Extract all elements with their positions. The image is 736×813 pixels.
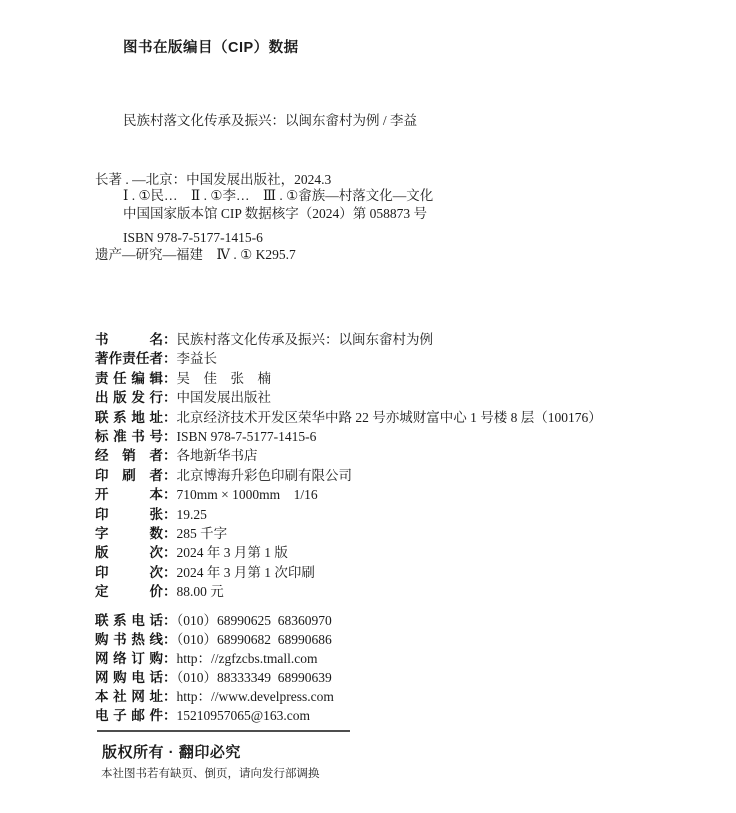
label-colon: ： xyxy=(163,651,177,666)
book-info-value: 李益长 xyxy=(176,351,217,367)
label-colon: ： xyxy=(163,584,177,600)
contact-info-value: 15210957065@163.com xyxy=(176,708,311,723)
book-info-row xyxy=(95,543,602,562)
book-info-row xyxy=(95,369,602,388)
cip-entry-line1: 民族村落文化传承及振兴：以闽东畲村为例 / 李益 xyxy=(123,113,418,128)
cip-record-number: 中国国家版本馆 CIP 数据核字（2024）第 058873 号 xyxy=(123,206,428,221)
book-info-list xyxy=(95,330,602,602)
label-colon: ： xyxy=(163,332,177,347)
book-info-row xyxy=(95,408,602,427)
book-info-row xyxy=(95,446,602,465)
contact-info-value: http：//www.develpress.com xyxy=(176,689,334,704)
book-info-label: 标准书号 xyxy=(95,429,163,445)
label-colon: ： xyxy=(163,564,177,580)
cip-classification xyxy=(95,147,433,303)
book-info-value: 710mm × 1000mm 1/16 xyxy=(176,487,318,503)
book-info-value: 2024 年 3 月第 1 次印刷 xyxy=(176,564,315,580)
book-info-label: 责任编辑 xyxy=(95,370,163,386)
contact-info-row xyxy=(95,611,334,630)
contact-info-row xyxy=(95,687,334,706)
copyright-notice: 版权所有 · 翻印必究 xyxy=(102,744,241,761)
contact-info-label: 网购电话 xyxy=(95,670,163,685)
book-info-row xyxy=(95,330,602,349)
book-info-value: 中国发展出版社 xyxy=(176,390,271,406)
book-info-row xyxy=(95,388,602,407)
book-info-row xyxy=(95,427,602,446)
book-info-row xyxy=(95,524,602,543)
book-info-row xyxy=(95,582,602,601)
book-info-row xyxy=(95,563,602,582)
book-info-row xyxy=(95,349,602,368)
book-info-label: 字数 xyxy=(95,526,163,542)
book-info-label: 印刷者 xyxy=(95,467,163,483)
book-info-label: 著作责任者 xyxy=(95,351,163,367)
classification-line1: Ⅰ . ①民… Ⅱ . ①李… Ⅲ . ①畲族—村落文化—文化 xyxy=(123,188,434,203)
contact-info-value: （010）68990682 68990686 xyxy=(176,632,332,647)
book-info-label: 印次 xyxy=(95,564,163,580)
label-colon: ： xyxy=(163,351,177,367)
book-info-value: 285 千字 xyxy=(176,526,228,542)
contact-info-value: （010）88333349 68990639 xyxy=(176,670,332,685)
contact-info-label: 网络订购 xyxy=(95,651,163,666)
book-info-value: 吴 佳 张 楠 xyxy=(176,370,271,386)
label-colon: ： xyxy=(163,708,177,723)
label-colon: ： xyxy=(163,613,177,628)
label-colon: ： xyxy=(163,409,177,425)
book-info-row xyxy=(95,485,602,504)
book-info-label: 开本 xyxy=(95,487,163,503)
label-colon: ： xyxy=(163,390,177,406)
book-info-value: ISBN 978-7-5177-1415-6 xyxy=(176,429,317,445)
book-info-label: 版次 xyxy=(95,545,163,561)
book-info-value: 19.25 xyxy=(176,506,207,522)
label-colon: ： xyxy=(163,526,177,542)
book-info-value: 民族村落文化传承及振兴：以闽东畲村为例 xyxy=(176,332,433,347)
label-colon: ： xyxy=(163,448,177,464)
label-colon: ： xyxy=(163,370,177,386)
contact-info-label: 购书热线 xyxy=(95,632,163,647)
classification-line2: 遗产—研究—福建 Ⅳ . ① K295.7 xyxy=(95,246,296,262)
contact-info-value: （010）68990625 68360970 xyxy=(176,613,332,628)
cip-entry-isbn: ISBN 978-7-5177-1415-6 xyxy=(123,230,263,245)
book-info-label: 联系地址 xyxy=(95,409,163,425)
cip-header: 图书在版编目（CIP）数据 xyxy=(123,40,299,56)
contact-info-label: 联系电话 xyxy=(95,613,163,628)
contact-info-list xyxy=(95,611,334,725)
book-info-value: 各地新华书店 xyxy=(176,448,258,464)
book-info-value: 北京博海升彩色印刷有限公司 xyxy=(176,467,352,483)
book-info-row xyxy=(95,466,602,485)
contact-info-value: http：//zgfzcbs.tmall.com xyxy=(176,651,318,666)
label-colon: ： xyxy=(163,429,177,445)
label-colon: ： xyxy=(163,670,177,685)
contact-info-row xyxy=(95,668,334,687)
label-colon: ： xyxy=(163,467,177,483)
contact-info-row xyxy=(95,706,334,725)
label-colon: ： xyxy=(163,689,177,704)
contact-info-label: 本社网址 xyxy=(95,689,163,704)
book-info-label: 经销者 xyxy=(95,448,163,464)
contact-info-row xyxy=(95,630,334,649)
contact-info-label: 电子邮件 xyxy=(95,708,163,723)
label-colon: ： xyxy=(163,632,177,647)
book-info-label: 印张 xyxy=(95,506,163,522)
book-info-label: 定价 xyxy=(95,584,163,600)
book-info-value: 北京经济技术开发区荣华中路 22 号亦城财富中心 1 号楼 8 层（100176） xyxy=(176,409,602,425)
divider-line xyxy=(97,730,350,732)
book-info-label: 出版发行 xyxy=(95,390,163,406)
label-colon: ： xyxy=(163,545,177,561)
label-colon: ： xyxy=(163,487,177,503)
exchange-note: 本社图书若有缺页、倒页，请向发行部调换 xyxy=(101,768,320,780)
book-info-row xyxy=(95,505,602,524)
label-colon: ： xyxy=(163,506,177,522)
cip-entry-line2: 长著 . —北京：中国发展出版社，2024.3 xyxy=(95,171,332,187)
book-info-label: 书名 xyxy=(95,332,163,347)
book-info-value: 88.00 元 xyxy=(176,584,224,600)
contact-info-row xyxy=(95,649,334,668)
book-info-value: 2024 年 3 月第 1 版 xyxy=(176,545,288,561)
